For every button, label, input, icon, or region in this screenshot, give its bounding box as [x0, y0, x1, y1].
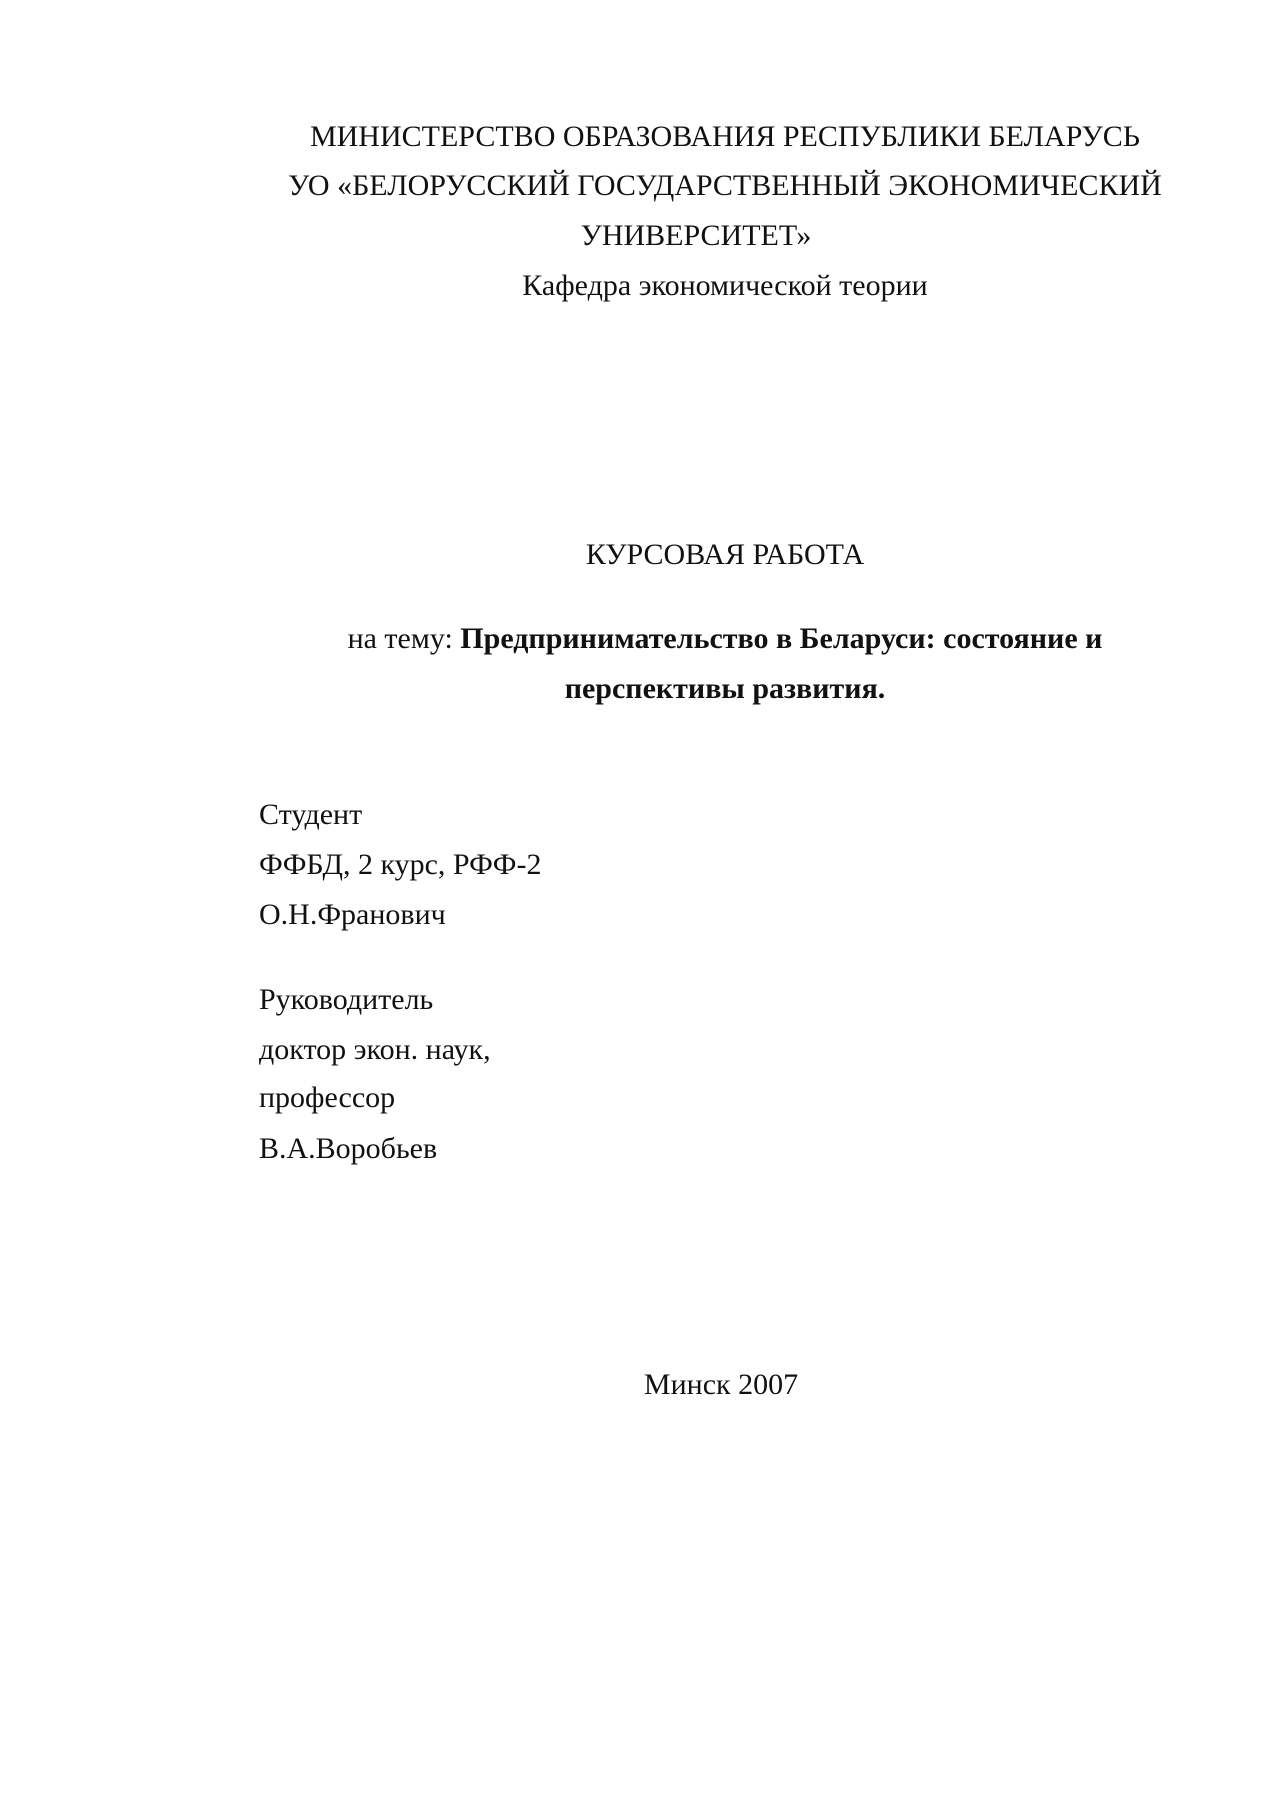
supervisor-degree: доктор экон. наук,	[259, 1033, 491, 1066]
student-name: О.Н.Франович	[259, 898, 446, 931]
topic-title-part2: перспективы развития.	[564, 672, 886, 705]
topic-title-part1: Предпринимательство в Беларуси: состояние и	[460, 622, 1103, 655]
city-year: Минск 2007	[643, 1368, 799, 1401]
department-name: Кафедра экономической теории	[522, 269, 928, 302]
ministry-heading: МИНИСТЕРСТВО ОБРАЗОВАНИЯ РЕСПУБЛИКИ БЕЛАРУСЬ	[309, 120, 1141, 153]
supervisor-name: В.А.Воробьев	[259, 1132, 438, 1165]
supervisor-title: профессор	[259, 1081, 396, 1114]
student-group: ФФБД, 2 курс, РФФ-2	[259, 848, 542, 881]
university-name-line2: УНИВЕРСИТЕТ»	[580, 219, 812, 252]
topic-line1	[0, 621, 1280, 657]
supervisor-label: Руководитель	[259, 983, 434, 1016]
student-label: Студент	[259, 798, 363, 831]
university-name-line1: УО «БЕЛОРУССКИЙ ГОСУДАРСТВЕННЫЙ ЭКОНОМИЧЕСКИЙ	[288, 169, 1162, 202]
topic-prefix: на тему:	[347, 622, 461, 655]
work-type-heading: КУРСОВАЯ РАБОТА	[585, 538, 865, 571]
